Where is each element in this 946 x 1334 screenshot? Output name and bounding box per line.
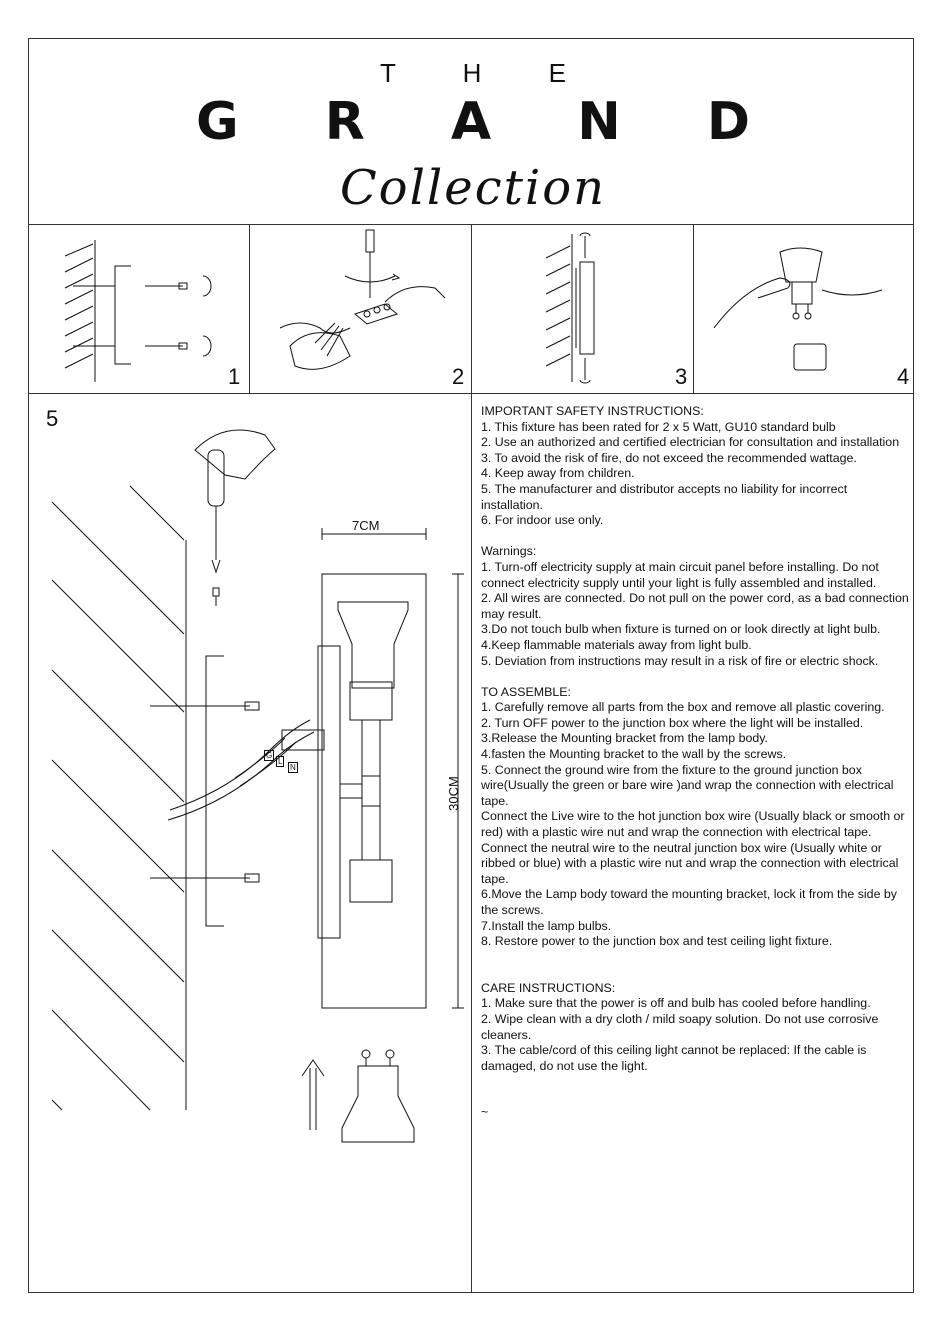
care-item: 2. Wipe clean with a dry cloth / mild soapy solution. Do not use corrosive cleaners.: [481, 1011, 879, 1042]
safety-item: 2. Use an authorized and certified electrician for consultation and installation: [481, 435, 900, 450]
instructions-column: [481, 404, 909, 1121]
terminal-label-g: G: [266, 751, 273, 760]
dimension-height-label: 30CM: [445, 776, 461, 811]
assemble-item: 1. Carefully remove all parts from the box and remove all plastic covering.: [481, 700, 885, 715]
assemble-item: 5. Connect the ground wire from the fixture to the ground junction box wire(Usually the green or bare wire )and wrap the connection with electrical tape.: [481, 762, 894, 808]
assemble-item: 2. Turn OFF power to the junction box where the light will be installed.: [481, 715, 864, 730]
step-number-3: 3: [675, 364, 688, 389]
brand-grand: G R A N D: [195, 92, 785, 152]
step2-illustration: [275, 228, 465, 388]
step-col-divider-1: [249, 224, 250, 393]
safety-item: 1. This fixture has been rated for 2 x 5 Watt, GU10 standard bulb: [481, 419, 836, 434]
warning-item: 3.Do not touch bulb when fixture is turned on or look directly at light bulb.: [481, 622, 881, 637]
step-number-2: 2: [452, 364, 465, 389]
assemble-item: 7.Install the lamp bulbs.: [481, 918, 612, 933]
brand-the: T H E: [380, 58, 596, 88]
step-number-4: 4: [897, 364, 910, 389]
warning-item: 5. Deviation from instructions may result in a risk of fire or electric shock.: [481, 653, 879, 668]
step5-illustration: [40, 410, 470, 1160]
step1-illustration: [55, 236, 245, 386]
assemble-item: 8. Restore power to the junction box and test ceiling light fixture.: [481, 934, 833, 949]
safety-item: 5. The manufacturer and distributor accepts no liability for incorrect installation.: [481, 481, 848, 512]
care-item: 1. Make sure that the power is off and bulb has cooled before handling.: [481, 996, 871, 1011]
step4-illustration: [712, 240, 892, 380]
care-heading: CARE INSTRUCTIONS:: [481, 980, 616, 995]
assemble-item: Connect the Live wire to the hot junction box wire (Usually black or smooth or red) with a plastic wire nut and wrap the connection with electrical tape.: [481, 809, 905, 840]
terminal-label-l: L: [278, 757, 283, 766]
assemble-heading: TO ASSEMBLE:: [481, 684, 571, 699]
assemble-item: 3.Release the Mounting bracket from the lamp body.: [481, 731, 768, 746]
assemble-item: 4.fasten the Mounting bracket to the wall by the screws.: [481, 747, 787, 762]
dimension-width-label: 7CM: [352, 518, 380, 533]
step-col-divider-2: [471, 224, 472, 1293]
safety-item: 3. To avoid the risk of fire, do not exceed the recommended wattage.: [481, 450, 857, 465]
safety-heading: IMPORTANT SAFETY INSTRUCTIONS:: [481, 404, 704, 418]
warning-item: 2. All wires are connected. Do not pull on the power cord, as a bad connection may result.: [481, 591, 909, 621]
assemble-item: Connect the neutral wire to the neutral junction box wire (Usually white or ribbed or blue) with a plastic wire nut and wrap the connection with electrical tape.: [481, 840, 899, 886]
step3-illustration: [540, 228, 650, 388]
safety-item: 6. For indoor use only.: [481, 513, 604, 528]
step-number-1: 1: [228, 364, 241, 389]
step-col-divider-3: [693, 224, 694, 393]
safety-item: 4. Keep away from children.: [481, 466, 635, 481]
warnings-heading: Warnings:: [481, 544, 537, 559]
warning-item: 4.Keep flammable materials away from light bulb.: [481, 637, 752, 652]
assemble-item: 6.Move the Lamp body toward the mounting bracket, lock it from the side by the screws.: [481, 887, 897, 917]
terminal-label-n: N: [290, 763, 296, 772]
brand-collection: Collection: [339, 160, 607, 216]
step-number-5: 5: [46, 406, 59, 431]
warning-item: 1. Turn-off electricity supply at main circuit panel before installing. Do not connect electricity supply until your light is fully assembled and installed.: [481, 559, 879, 590]
tail-mark: ~: [481, 1105, 489, 1120]
care-item: 3. The cable/cord of this ceiling light cannot be replaced: If the cable is damaged, do not use the light.: [481, 1043, 867, 1073]
